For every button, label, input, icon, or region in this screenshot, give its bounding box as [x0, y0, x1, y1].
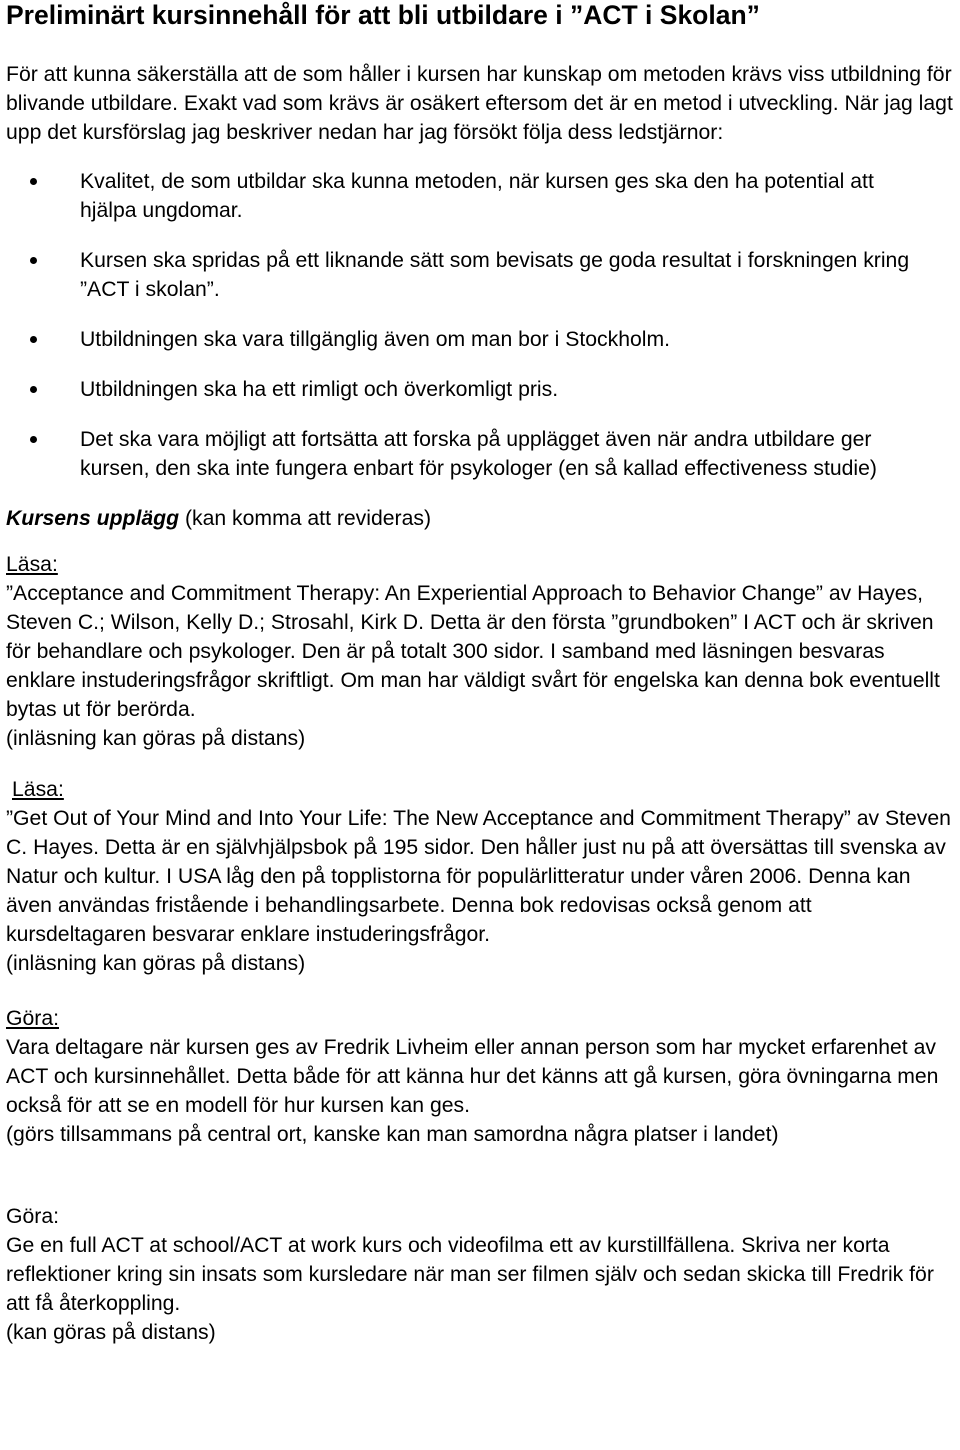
reading-section-1 [6, 550, 954, 753]
intro-paragraph: För att kunna säkerställa att de som håller i kursen har kunskap om metoden krävs viss utbildning för blivande utbildare. Exakt vad som krävs är osäkert eftersom det är en metod i utveckling. När jag lagt upp det kursförslag jag beskriver nedan har jag försökt följa dess ledstjärnor: [6, 63, 953, 144]
section-label: Läsa: [12, 778, 64, 801]
list-item-text: Utbildningen ska ha ett rimligt och överkomligt pris. [80, 378, 559, 401]
document-title: Preliminärt kursinnehåll för att bli utbildare i ”ACT i Skolan” [6, 0, 760, 30]
reading-section-2 [6, 775, 954, 978]
section-label: Göra: [6, 1205, 59, 1228]
course-plan-note: (kan komma att revideras) [179, 507, 432, 530]
course-plan-title: Kursens upplägg [6, 507, 180, 530]
bullet-icon [30, 436, 37, 443]
section-text: Vara deltagare när kursen ges av Fredrik Livheim eller annan person som har mycket erfarenhet av ACT och kursinnehållet. Detta både för att känna hur det känns att gå kursen, göra övningarna men också för att se en modell för hur kursen kan ges. [6, 1036, 939, 1117]
section-text: ”Get Out of Your Mind and Into Your Life: The New Acceptance and Commitment Therapy” av Steven C. Hayes. Detta är en självhjälpsbok på 195 sidor. Den håller just nu på att översättas till svenska av Natur och kultur. I USA låg den på topplistorna för populärlitteratur under våren 2006. Denna kan även användas fristående i behandlingsarbete. Denna bok redovisas också genom att kursdeltagaren besvarar enklare instuderingsfrågor. [6, 807, 951, 946]
course-plan-heading [6, 504, 954, 533]
list-item [6, 425, 954, 483]
section-note: (inläsning kan göras på distans) [6, 952, 306, 975]
list-item-text: Utbildningen ska vara tillgänglig även om man bor i Stockholm. [80, 328, 671, 351]
guidelines-list [6, 167, 954, 483]
section-text: Ge en full ACT at school/ACT at work kurs och videofilma ett av kurstillfällena. Skriva ner korta reflektioner kring sin insats som kursledare när man ser filmen själv och sedan skicka till Fredrik för att få återkoppling. [6, 1234, 934, 1315]
list-item [6, 325, 954, 354]
section-note: (görs tillsammans på central ort, kanske kan man samordna några platser i landet) [6, 1123, 779, 1146]
list-item [6, 246, 954, 304]
bullet-icon [30, 257, 37, 264]
section-note: (kan göras på distans) [6, 1321, 216, 1344]
bullet-icon [30, 386, 37, 393]
section-note: (inläsning kan göras på distans) [6, 727, 306, 750]
bullet-icon [30, 178, 37, 185]
section-text: ”Acceptance and Commitment Therapy: An Experiential Approach to Behavior Change” av Hayes, Steven C.; Wilson, Kelly D.; Strosahl, Kirk D. Detta är den första ”grundboken” I ACT och är skriven för behandlare och psykologer. Den är på totalt 300 sidor. I samband med läsningen besvaras enklare instuderingsfrågor skriftligt. Om man har väldigt svårt för engelska kan denna bok eventuellt bytas ut för berörda. [6, 582, 940, 721]
practice-section-2 [6, 1202, 954, 1347]
list-item [6, 167, 954, 225]
practice-section-1 [6, 1004, 954, 1149]
list-item-text: Kvalitet, de som utbildar ska kunna metoden, när kursen ges ska den ha potential att hjälpa ungdomar. [80, 170, 874, 222]
section-label: Läsa: [6, 553, 58, 576]
list-item [6, 375, 954, 404]
section-label: Göra: [6, 1007, 59, 1030]
list-item-text: Det ska vara möjligt att fortsätta att forska på upplägget även när andra utbildare ger kursen, den ska inte fungera enbart för psykologer (en så kallad effectiveness studie) [80, 428, 877, 480]
list-item-text: Kursen ska spridas på ett liknande sätt som bevisats ge goda resultat i forskningen kring ”ACT i skolan”. [80, 249, 910, 301]
bullet-icon [30, 336, 37, 343]
